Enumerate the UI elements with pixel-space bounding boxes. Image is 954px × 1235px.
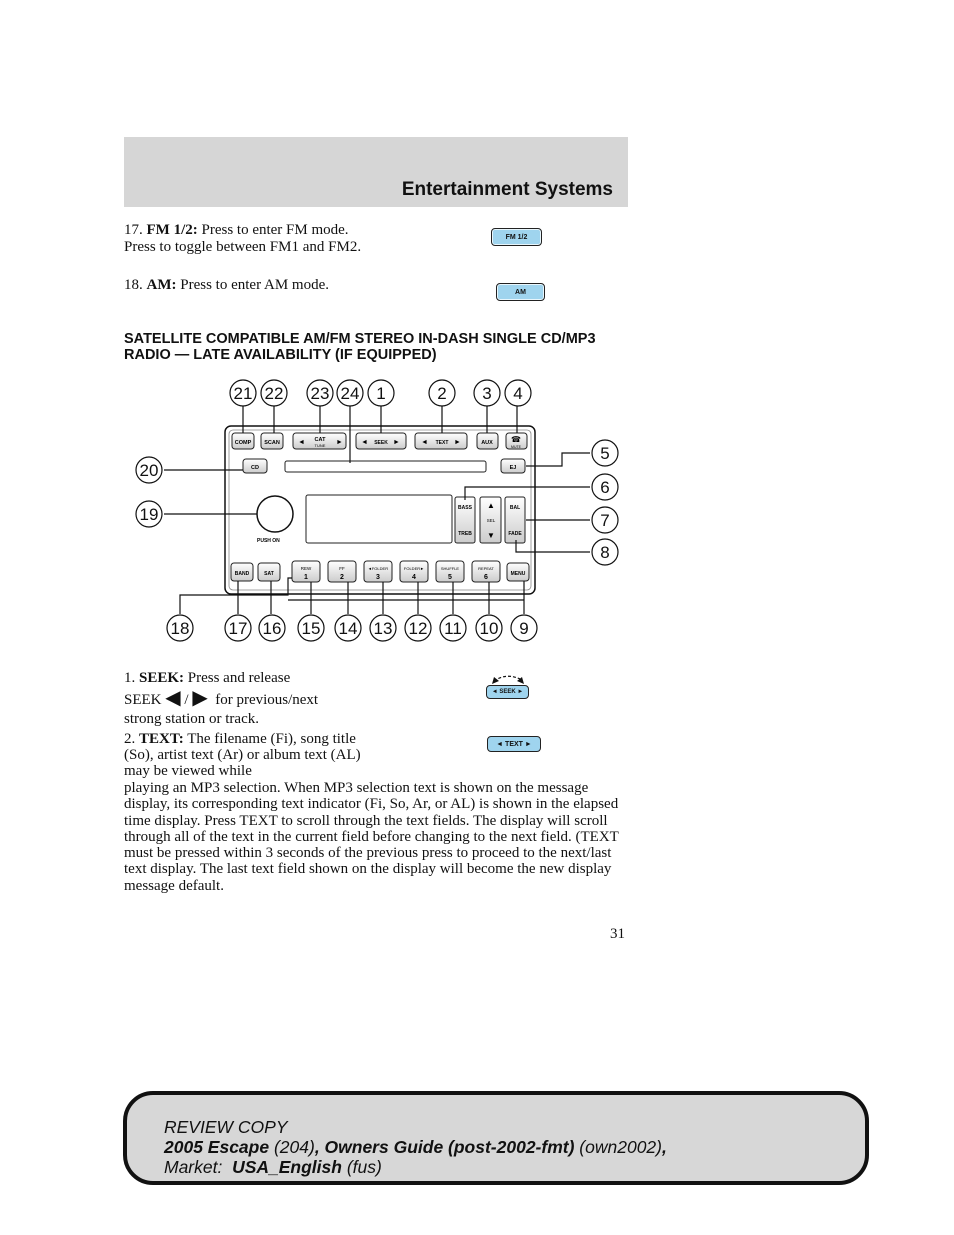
mute-label: MUTE <box>511 445 521 449</box>
seek-label: SEEK <box>374 440 388 446</box>
callout-4: 4 <box>513 384 523 403</box>
cd-button: CD <box>251 465 259 471</box>
footer-market: USA_English <box>232 1157 342 1177</box>
footer-comma: , <box>662 1137 667 1157</box>
callout-19: 19 <box>139 505 159 524</box>
item-text: Press to enter FM mode. Press to toggle between FM1 and FM2. <box>124 222 362 255</box>
callout-9: 9 <box>519 619 529 638</box>
item-text: Press to enter AM mode. <box>176 277 329 293</box>
am-label: AM <box>515 288 526 296</box>
text-button-illustration: ◄ TEXT ► <box>487 736 541 752</box>
menu-button: MENU <box>510 571 526 577</box>
callout-24: 24 <box>340 384 360 403</box>
callout-6: 6 <box>600 478 610 497</box>
callout-17: 17 <box>228 619 248 638</box>
text-label: TEXT <box>435 440 449 446</box>
svg-text:►: ► <box>336 439 343 446</box>
cat-label: CAT <box>314 437 326 443</box>
svg-text:►: ► <box>393 439 400 446</box>
shuffle-label: SHUFFLE <box>440 566 460 571</box>
preset-2: 2 <box>340 574 344 581</box>
callout-2: 2 <box>437 384 447 403</box>
preset-5: 5 <box>448 574 452 581</box>
footer-guide-code: (own2002) <box>574 1137 662 1157</box>
callout-14: 14 <box>338 619 358 638</box>
ff-label: FF <box>339 566 345 571</box>
arrow-up-icon: ▲ <box>487 501 495 510</box>
callout-1: 1 <box>376 384 386 403</box>
svg-text:◄: ◄ <box>421 439 428 446</box>
item-term: TEXT: <box>139 731 184 747</box>
band-button: BAND <box>234 571 250 577</box>
page-number: 31 <box>610 926 625 942</box>
callout-21: 21 <box>233 384 253 403</box>
seek-button-label: SEEK <box>499 689 516 695</box>
eject-button: EJ <box>509 465 517 471</box>
item-term: FM 1/2: <box>146 222 198 238</box>
item-text: SEEK <box>124 691 166 708</box>
folder-down-label: ◄FOLDER <box>367 566 389 571</box>
item-number: 18. <box>124 277 143 293</box>
callout-13: 13 <box>373 619 393 638</box>
callout-11: 11 <box>444 619 462 638</box>
callout-12: 12 <box>408 619 428 638</box>
sat-button: SAT <box>264 571 274 577</box>
folder-up-label: FOLDER► <box>403 566 425 571</box>
item-1-seek: 1. SEEK: Press and release SEEK ◀ / ▶ for previous/next strong station or track. <box>124 669 384 730</box>
callout-3: 3 <box>482 384 492 403</box>
callout-18: 18 <box>170 619 190 638</box>
footer-guide: , Owners Guide (post-2002-fmt) <box>314 1137 575 1157</box>
curved-arrow-left-icon <box>492 677 499 684</box>
callout-23: 23 <box>310 384 330 403</box>
svg-text:◄: ◄ <box>361 439 368 446</box>
callout-8: 8 <box>600 543 610 562</box>
callout-10: 10 <box>479 619 499 638</box>
preset-6: 6 <box>484 574 488 581</box>
callout-16: 16 <box>262 619 282 638</box>
rew-label: REW <box>300 566 312 571</box>
triangle-left-icon: ◀ <box>165 686 181 709</box>
phone-icon: ☎ <box>511 435 521 444</box>
item-text: Press and release <box>184 670 291 686</box>
bass-label: BASS <box>458 505 472 511</box>
item-text: The filename (Fi), song title (So), artist text (Ar) or album text (AL) may be viewed while <box>124 731 361 780</box>
item-2-paragraph: playing an MP3 selection. When MP3 selection text is shown on the message display, its corresponding text indicator (Fi, So, Ar, or AL) is shown in the elapsed time display. Press TEXT to scroll through the text fields. The display will scroll through all of the text in the current field before changing to the next field. (TEXT must be pressed within 3 seconds of the previous press to proceed to the next/last text display. The last text field shown on the display will become the new display message default. <box>124 780 619 894</box>
page-title: Entertainment Systems <box>401 179 613 200</box>
text-button-label: TEXT <box>505 740 523 748</box>
callout-5: 5 <box>600 444 610 463</box>
item-number: 17. <box>124 222 143 238</box>
sel-label: SEL <box>486 518 496 523</box>
callout-15: 15 <box>301 619 321 638</box>
callout-7: 7 <box>600 511 610 530</box>
triangle-right-icon: ▶ <box>192 686 208 709</box>
treb-label: TREB <box>458 531 472 537</box>
arrow-down-icon: ▼ <box>487 531 495 540</box>
footer-market-code: (fus) <box>341 1157 382 1177</box>
callout-20: 20 <box>139 461 159 480</box>
item-2-text <box>124 731 374 780</box>
footer-model-code: (204) <box>269 1137 315 1157</box>
preset-1: 1 <box>304 574 308 581</box>
preset-3: 3 <box>376 574 380 581</box>
item-term: AM: <box>146 277 177 293</box>
preset-4: 4 <box>412 574 416 581</box>
review-footer <box>123 1091 869 1185</box>
seek-button-illustration: ◄ SEEK ► <box>486 685 529 699</box>
comp-button: COMP <box>234 440 252 446</box>
footer-market-label: Market: <box>164 1157 233 1177</box>
bal-label: BAL <box>509 505 521 511</box>
footer-review-copy: REVIEW COPY <box>164 1117 288 1137</box>
callout-22: 22 <box>264 384 284 403</box>
tune-label: TUNE <box>314 443 326 448</box>
fade-label: FADE <box>508 531 522 537</box>
repeat-label: REPEAT <box>478 566 494 571</box>
footer-text <box>164 1117 667 1177</box>
svg-text:►: ► <box>454 439 461 446</box>
svg-text:◄: ◄ <box>298 439 305 446</box>
footer-model: 2005 Escape <box>164 1137 270 1157</box>
item-text: for previous/next <box>211 691 319 708</box>
item-number: 2. <box>124 731 136 747</box>
item-number: 1. <box>124 670 136 686</box>
fm12-label: FM 1/2 <box>505 233 528 241</box>
push-on-label: PUSH ON <box>257 538 280 544</box>
item-text: strong station or track. <box>124 711 259 727</box>
scan-button: SCAN <box>264 440 280 446</box>
aux-button: AUX <box>481 440 493 446</box>
section-heading: SATELLITE COMPATIBLE AM/FM STEREO IN-DASH SINGLE CD/MP3 RADIO — LATE AVAILABILITY (IF EQUIPPED) <box>124 331 596 363</box>
item-term: SEEK: <box>139 670 185 686</box>
